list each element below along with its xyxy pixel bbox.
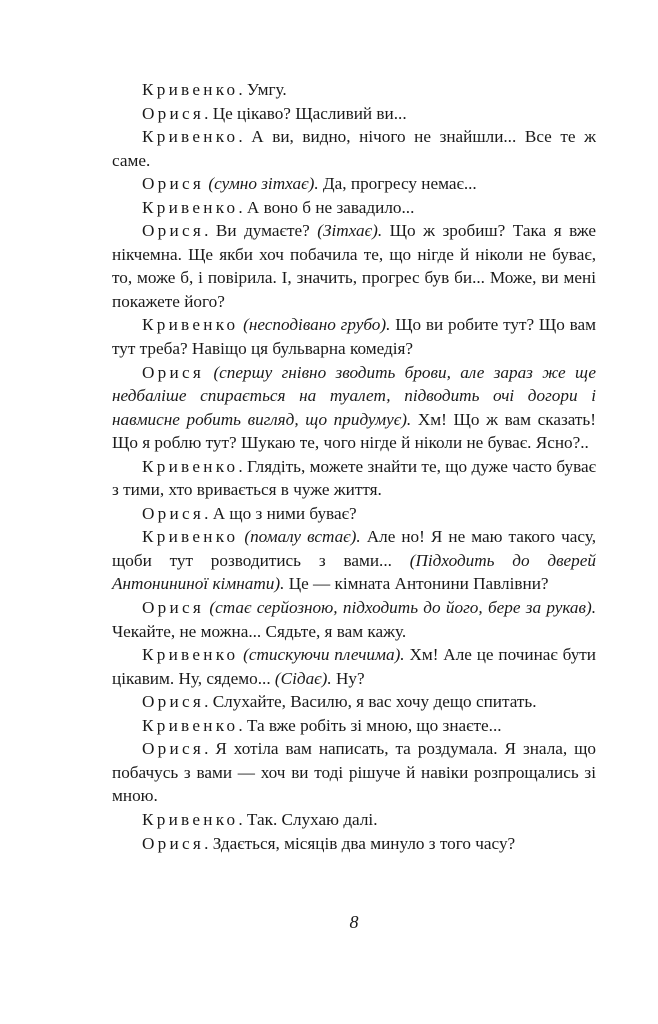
dialogue-paragraph [112, 313, 596, 360]
speaker-name: Орися [142, 598, 205, 618]
speech-text: Що ж зробиш? Така я вже нікчемна. Ще якби хоч побачила те, що нігде й ніколи не буває, то, може б, і повірила. І, значить, прогрес був би... Може, ви мені покажете його? [112, 221, 596, 311]
speech-text: Хм! Що ж вам сказать! Що я роблю тут? Шукаю те, чого нігде й ніколи не буває. Ясно?.. [112, 409, 596, 453]
dialogue-paragraph [112, 361, 596, 455]
speaker-name: Орися [142, 103, 205, 123]
speech-text: Але но! Я не маю такого часу, щоби тут розводитись з вами... [112, 527, 597, 570]
speaker-name: Кривенко [142, 527, 239, 547]
speaker-name: Кривенко [142, 456, 239, 476]
speech-text: . А ви, видно, нічого не знайшли... Все те ж саме. [112, 127, 596, 170]
speaker-name: Орися [142, 833, 205, 853]
play-dialogue-text [112, 78, 596, 855]
speech-text: . Та вже робіть зі мною, що знаєте... [238, 715, 502, 735]
stage-direction: (несподівано грубо). [243, 315, 391, 335]
speech-text: . Слухайте, Василю, я вас хочу дещо спитать. [204, 692, 537, 712]
dialogue-paragraph [112, 455, 596, 502]
dialogue-paragraph [112, 714, 596, 738]
speech-text: . Глядіть, можете знайти те, що дуже часто буває з тими, хто вривається в чуже життя. [112, 456, 596, 500]
dialogue-paragraph [112, 172, 596, 196]
speaker-name: Орися [142, 362, 205, 382]
speaker-name: Кривенко [142, 715, 239, 735]
dialogue-paragraph [112, 125, 596, 172]
dialogue-paragraph [112, 737, 596, 808]
stage-direction: (сумно зітхає). [208, 174, 319, 194]
speech-text: . Я хотіла вам написать, та роздумала. Я знала, що побачусь з вами — хоч ви тоді рішуче й навіки розпрощались зі мною. [112, 739, 596, 806]
dialogue-paragraph [112, 78, 596, 102]
speech-text: Що ви робите тут? Що вам тут треба? Навіщо ця бульварна комедія? [112, 315, 596, 359]
speaker-name: Орися [142, 174, 205, 194]
speaker-name: Кривенко [142, 197, 239, 217]
dialogue-paragraph [112, 196, 596, 220]
dialogue-paragraph [112, 502, 596, 526]
speaker-name: Орися [142, 692, 205, 712]
speech-text: Да, прогресу немає... [318, 174, 477, 194]
speech-text: . Умгу. [238, 80, 287, 99]
speaker-name: Кривенко [142, 645, 239, 665]
dialogue-paragraph [112, 690, 596, 714]
speaker-name: Орися [142, 221, 205, 241]
speaker-name: Кривенко [142, 127, 239, 147]
page-number: 8 [349, 912, 359, 932]
speech-text: . А воно б не завадило... [238, 197, 415, 217]
speaker-name: Кривенко [142, 80, 239, 99]
speech-text: . Так. Слухаю далі. [238, 809, 378, 829]
speech-text: . Ви думаєте? [204, 221, 318, 241]
speech-text: Ну? [331, 668, 365, 688]
speaker-name: Орися [142, 739, 205, 759]
speech-text: . Здається, місяців два минуло з того часу? [204, 833, 516, 853]
speech-text: . А що з ними буває? [204, 503, 357, 523]
stage-direction: (стискуючи плечима). [243, 645, 405, 665]
stage-direction: (Підходить до дверей Антонининої кімнати). [112, 550, 597, 594]
speaker-name: Кривенко [142, 315, 239, 335]
speaker-name: Орися [142, 503, 205, 523]
dialogue-paragraph [112, 219, 596, 313]
stage-direction: (спершу гнівно зводить брови, але зараз же ще недбаліше спирається на туалет, підводить очі догори і навмисне робить вигляд, що придумує). [112, 362, 597, 429]
dialogue-paragraph [112, 832, 596, 856]
dialogue-paragraph [112, 808, 596, 832]
dialogue-paragraph [112, 525, 596, 596]
stage-direction: (Зітхає). [317, 221, 383, 241]
dialogue-paragraph [112, 596, 596, 643]
stage-direction: (стає серйозною, підходить до його, бере за рукав). [209, 598, 597, 618]
speech-text: . Це цікаво? Щасливий ви... [204, 103, 407, 123]
speech-text: Хм! Але це починає бути цікавим. Ну, сядемо... [112, 645, 596, 688]
stage-direction: (Сідає). [274, 668, 332, 688]
speaker-name: Кривенко [142, 809, 239, 829]
stage-direction: (помалу встає). [244, 527, 361, 547]
dialogue-paragraph [112, 643, 596, 690]
speech-text: Чекайте, не можна... Сядьте, я вам кажу. [112, 621, 407, 641]
dialogue-paragraph [112, 102, 596, 126]
speech-text: Це — кімната Антонини Павлівни? [284, 574, 549, 594]
